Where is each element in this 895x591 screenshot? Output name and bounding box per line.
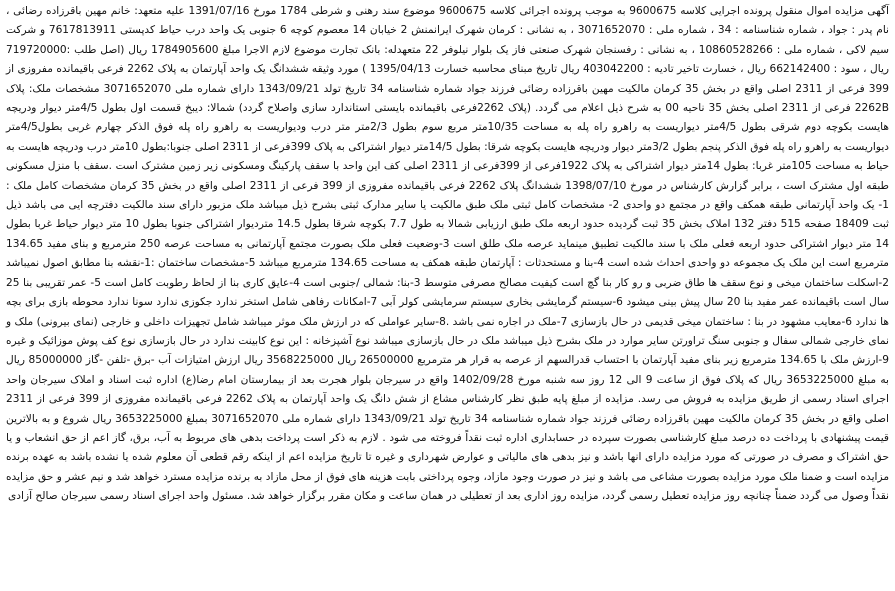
notice-body: آگهی مزایده اموال منقول پرونده اجرایی کلاسه 9600675 به موجب پرونده اجرائی کلاسه 9600675 موضوع سند رهنی و شرطی 1784 مورخ 1391/07/16 علیه متعهد: خانم مهین باقرزاده رضائی ، نام پدر : جواد ، شماره شناسنامه : 34 ، شماره ملی : 3071652070 ، به نشانی : کرمان شهرک ایرانمنش 2 خیابان 14 معصوم کوچه 6 جنوبی یک واحد درب حیاط کدپستی 7617813911 و شرکت سیم لاکی ، شماره ملی : 10860528266 ، به نشانی : رفسنجان شهرک صنعتی فاز یک بلوار نیلوفر 22 متعهدله: بانک تجارت موضوع لازم الاجرا مبلغ 1784905600 ریال (اصل طلب :719720000 ریال ، سود : 662142400 ریال ، خسارت تاخیر تادیه : 403042200 ریال تاریخ مبنای محاسبه خسارت 1395/04/13 ) مورد وثیقه ششدانگ یک واحد آپارتمان به پلاک 2262 فرعی باقیمانده مفروزی از 399 فرعی از 2311 اصلی واقع در بخش 35 کرمان مالکیت مهین باقرزاده رضائی فرزند جواد شماره شناسنامه 34 تاریخ تولد 1343/09/21 دارای شماره ملی 3071652070 مشخصات ملک: پلاک 2262B فرعی از 2311 اصلی بخش 35 ناحیه 00 به شرح ذیل اعلام می گردد. (پلاک 2262فرعی باقیمانده بایستی استاندارد سازی واصلاح گردد) شمالا: دیبخ قسمت اول بطول 4/5متر دیوار ودریچه هایست بکوچه دوم شرقی بطول 4/5متر دیواریست به راهرو راه پله به مساحت 10/35متر مربع سوم بطول 2/3متر متر درب ودیواریست به راهرو راه پله فوق الذکر چهارم غربی بطول4/5متر دیواریست به راهرو راه پله فوق الذکر پنجم بطول 3/2متر دیوار ودریچه هایست بکوچه شرقا: بطول 14/5متر دیوار اشتراکی به پلاک 399فرعی از 2311 اصلی جنوبا:بطول 10متر درب ودریچه هایست به حیاط به مساحت 105متر غربا: بطول 14متر دیوار اشتراکی به پلاک 1922فرعی از 399فرعی از 2311 اصلی کف این واحد با سقف پارکینگ ومسکونی زیر زمین مشترک است .سقف با منزل مسکونی طبقه اول مشترک است ، برابر گزارش کارشناس در مورخ 1398/07/10 ششدانگ پلاک 2262 فرعی باقیمانده مفروزی از 399 فرعی از 2311 اصلی واقع در بخش 35 کرمان مشخصات کامل ملک : 1- یک واحد آپارتمانی طبقه همکف واقع در مجتمع دو واحدی 2- مشخصات کامل ثبتی ملک طبق مالکیت یا سایر مدارک ثبتی بشرح ذیل میباشد ملک مزبور دارای سند مالکیت دفترچه ایی می باشد ذیل ثبت 18409 صفحه 515 دفتر 132 املاک بخش 35 ثبت گردیده حدود اربعه ملک طبق ارزیابی شمالا به طول 7.7 بکوچه شرقا بطول 14.5 متردیوار اشتراکی جنوبا بطول 10 متر دیوار حیاط غربا بطول 14 متر دیوار اشتراکی حدود اربعه فعلی ملک با سند مالکیت تطبیق مینماید عرصه ملک طلق است 3-وضعیت فعلی ملک بصورت مجتمع آپارتمانی به مساحت عرصه 250 مترمربع و بنای مفید 134.65 مترمربع است این ملک یک مجموعه دو واحدی احداث شده است 4-بنا و مستحدثات : آپارتمان طبقه همکف به مساحت 134.65 مترمربع میباشد 5-مشخصات ساختمان :1-نقشه بنا مطابق اصول نمیباشد 2-اسکلت ساختمان میخی و نوع سقف ها طاق ضربی و رو کار بنا گچ است کیفیت مصالح مصرفی متوسط 3-بنا: شمالی /جنوبی است 4-عایق کاری بنا از لحاظ رطوبت کامل است 5- عمر تقریبی بنا 25 سال است باقیمانده عمر مفید بنا 20 سال پیش بینی میشود 6-سیستم گرمایشی بخاری سیستم سرمایشی کولر آبی 7-امکانات رفاهی شامل استخر ندارد جکوزی ندارد سونا ندارد محوطه بازی برای بچه ها ندارد 6-معایب مشهود در بنا : ساختمان میخی قدیمی در حال بازسازی 7-ملک در اجاره نمی باشد .8-سایر عواملی که در ارزش ملک موثر میباشد شامل تجهیزات داخلی و خارجی (نمای بیرونی) ملک و نمای خارجی شمالی سفال و جنوبی سنگ تراورتن سایر موارد در ملک بشرح ذیل میباشد ملک در حال بازسازی میباشد نوع آشپزخانه : این نوع کابینت ندارد در حال بازسازی نوع کف پوش موزائیک و غیره 9-ارزش ملک با 134.65 مترمربع زیر بنای مفید آپارتمان با احتساب قدرالسهم از عرصه به قرار هر مترمربع 26500000 ریال 3568225000 ریال ارزش امتیازات آب -برق -تلفن -گاز 85000000 ریال به مبلغ 3653225000 ریال که پلاک فوق از ساعت 9 الی 12 روز سه شنبه مورخ 1402/09/28 واقع در سیرجان بلوار هجرت بعد از بیمارستان امام رضا(ع) اداره ثبت اسناد و املاک سیرجان واحد اجرای اسناد رسمی از طریق مزایده به فروش می رسد. مزایده از مبلغ پایه طبق نظر کارشناس مشاع از شش دانگ یک واحد آپارتمان به پلاک 2262 فرعی باقیمانده مفروزی از 399 فرعی از 2311 اصلی واقع در بخش 35 کرمان مالکیت مهین باقرزاده رضائی فرزند جواد شماره شناسنامه 34 تاریخ تولد 1343/09/21 دارای شماره ملی 3071652070 بمبلغ 3653225000 ریال شروع و به بالاترین قیمت پیشنهادی با پرداخت ده درصد مبلغ کارشناسی بصورت سپرده در حسابداری اداره ثبت نقداً فروخته می شود . لازم به ذکر است پرداخت بدهی های مربوط به آب، برق، گاز اعم از حق انشعاب و یا حق اشتراک و مصرف در صورتی که مورد مزایده دارای انها باشد و نیز بدهی های مالیاتی و عوارض شهرداری و غیره تا تاریخ مزایده اعم از اینکه رقم قطعی آن معلوم شده یا نشده باشد به عهده برنده مزایده است و ضمنا ملک مورد مزایده بصورت مشاعی می باشد و نیز در صورت وجود مازاد، وجوه پرداختی بابت هزینه های فوق از محل مازاد به برنده مزایده مسترد خواهد شد و نیم عشر و حق مزایده نقداً وصول می گردد ضمناً چنانچه روز مزایده تعطیل رسمی گردد، مزایده روز اداری بعد از تعطیلی در همان ساعت و مکان مقرر برگزار خواهد شد. مسئول واحد اجرای اسناد رسمی سیرجان صالح آزادی <box>6 5 890 503</box>
